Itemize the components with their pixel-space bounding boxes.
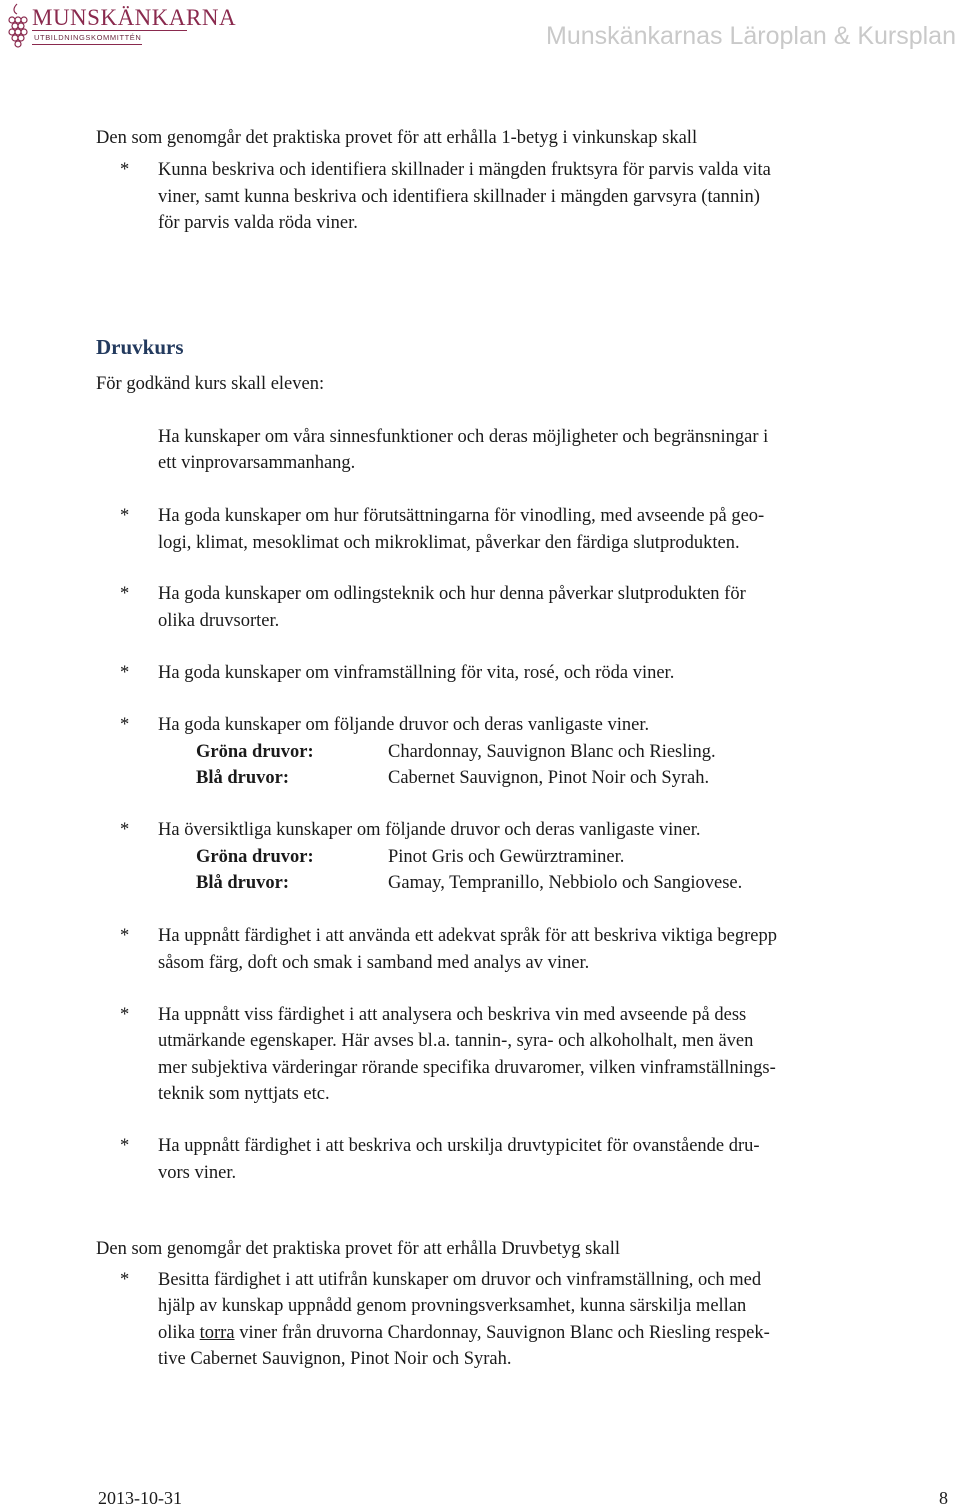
bullet-line: utmärkande egenskaper. Här avses bl.a. tannin-, syra- och alkoholhalt, men även: [158, 1031, 754, 1051]
bullet-star: *: [120, 160, 130, 180]
document-title: Munskänkarnas Läroplan & Kursplan: [546, 22, 956, 50]
bullet-line: för parvis valda röda viner.: [158, 213, 358, 233]
bullet-line: hjälp av kunskap uppnådd genom provningsverksamhet, kunna särskilja mellan: [158, 1296, 747, 1316]
section-lead: Den som genomgår det praktiska provet för att erhålla Druvbetyg skall: [96, 1239, 621, 1259]
bullet-line: Ha goda kunskaper om vinframställning för vita, rosé, och röda viner.: [158, 663, 675, 683]
bullet-star: *: [120, 1136, 130, 1156]
line-text: viner från druvorna Chardonnay, Sauvignon Blanc och Riesling respek-: [234, 1323, 770, 1343]
bullet-line: Kunna beskriva och identifiera skillnader i mängden fruktsyra för parvis valda vita: [158, 160, 771, 180]
bullet-star: *: [120, 820, 130, 840]
bullet-line: Ha goda kunskaper om följande druvor och deras vanligaste viner.: [158, 715, 650, 735]
logo-subtitle: UTBILDNINGSKOMMITTÉN: [34, 33, 142, 42]
bullet-star: *: [120, 1005, 130, 1025]
underlined-word: torra: [199, 1323, 235, 1343]
plain-line: Ha kunskaper om våra sinnesfunktioner och deras möjligheter och begränsningar i: [158, 427, 769, 447]
bullet-line: logi, klimat, mesoklimat och mikroklimat, påverkar den färdiga slutprodukten.: [158, 533, 740, 553]
section-lead: Den som genomgår det praktiska provet för att erhålla 1-betyg i vinkunskap skall: [96, 128, 698, 148]
footer-date: 2013-10-31: [98, 1488, 182, 1508]
logo-wordmark: MUNSKÄNKARNA: [32, 5, 237, 30]
bullet-line: Besitta färdighet i att utifrån kunskaper om druvor och vinframställning, och med: [158, 1270, 762, 1290]
page-header: [0, 0, 960, 70]
grape-label: Blå druvor:: [196, 873, 290, 893]
bullet-line: Ha goda kunskaper om hur förutsättningarna för vinodling, med avseende på geo-: [158, 506, 765, 526]
bullet-line: såsom färg, doft och smak i samband med analys av viner.: [158, 953, 590, 973]
bullet-line: teknik som nyttjats etc.: [158, 1084, 330, 1104]
logo-rule: [32, 30, 187, 31]
bullet-line: [158, 1320, 770, 1347]
bullet-line: vors viner.: [158, 1163, 237, 1183]
bullet-line: Ha uppnått viss färdighet i att analysera och beskriva vin med avseende på dess: [158, 1005, 747, 1025]
bullet-line: Ha uppnått färdighet i att använda ett adekvat språk för att beskriva viktiga begrepp: [158, 926, 778, 946]
line-text: olika: [158, 1323, 200, 1343]
bullet-line: Ha goda kunskaper om odlingsteknik och hur denna påverkar slutprodukten för: [158, 584, 746, 604]
bullet-line: Ha översiktliga kunskaper om följande druvor och deras vanligaste viner.: [158, 820, 701, 840]
section-intro: För godkänd kurs skall eleven:: [96, 374, 325, 394]
grape-label: Gröna druvor:: [196, 742, 314, 762]
grape-value: Pinot Gris och Gewürztraminer.: [388, 847, 625, 867]
bullet-star: *: [120, 1270, 130, 1290]
grape-seal-icon: [4, 2, 30, 54]
grape-value: Gamay, Tempranillo, Nebbiolo och Sangiovese.: [388, 873, 743, 893]
bullet-line: viner, samt kunna beskriva och identifiera skillnader i mängden garvsyra (tannin): [158, 187, 760, 207]
bullet-star: *: [120, 715, 130, 735]
grape-label: Blå druvor:: [196, 768, 290, 788]
bullet-line: tive Cabernet Sauvignon, Pinot Noir och Syrah.: [158, 1349, 512, 1369]
bullet-line: mer subjektiva värderingar rörande specifika druvaromer, vilken vinframställnings-: [158, 1058, 776, 1078]
grape-value: Chardonnay, Sauvignon Blanc och Riesling.: [388, 742, 716, 762]
munskankarna-logo: [2, 2, 237, 56]
bullet-star: *: [120, 506, 130, 526]
bullet-line: Ha uppnått färdighet i att beskriva och urskilja druvtypicitet för ovanstående dru-: [158, 1136, 760, 1156]
page-number: 8: [939, 1488, 948, 1508]
bullet-line: olika druvsorter.: [158, 611, 280, 631]
grape-label: Gröna druvor:: [196, 847, 314, 867]
grape-value: Cabernet Sauvignon, Pinot Noir och Syrah.: [388, 768, 710, 788]
bullet-star: *: [120, 663, 130, 683]
bullet-star: *: [120, 926, 130, 946]
bullet-star: *: [120, 584, 130, 604]
section-heading: Druvkurs: [96, 335, 184, 359]
plain-line: ett vinprovarsammanhang.: [158, 453, 356, 473]
logo-rule: [32, 44, 142, 45]
